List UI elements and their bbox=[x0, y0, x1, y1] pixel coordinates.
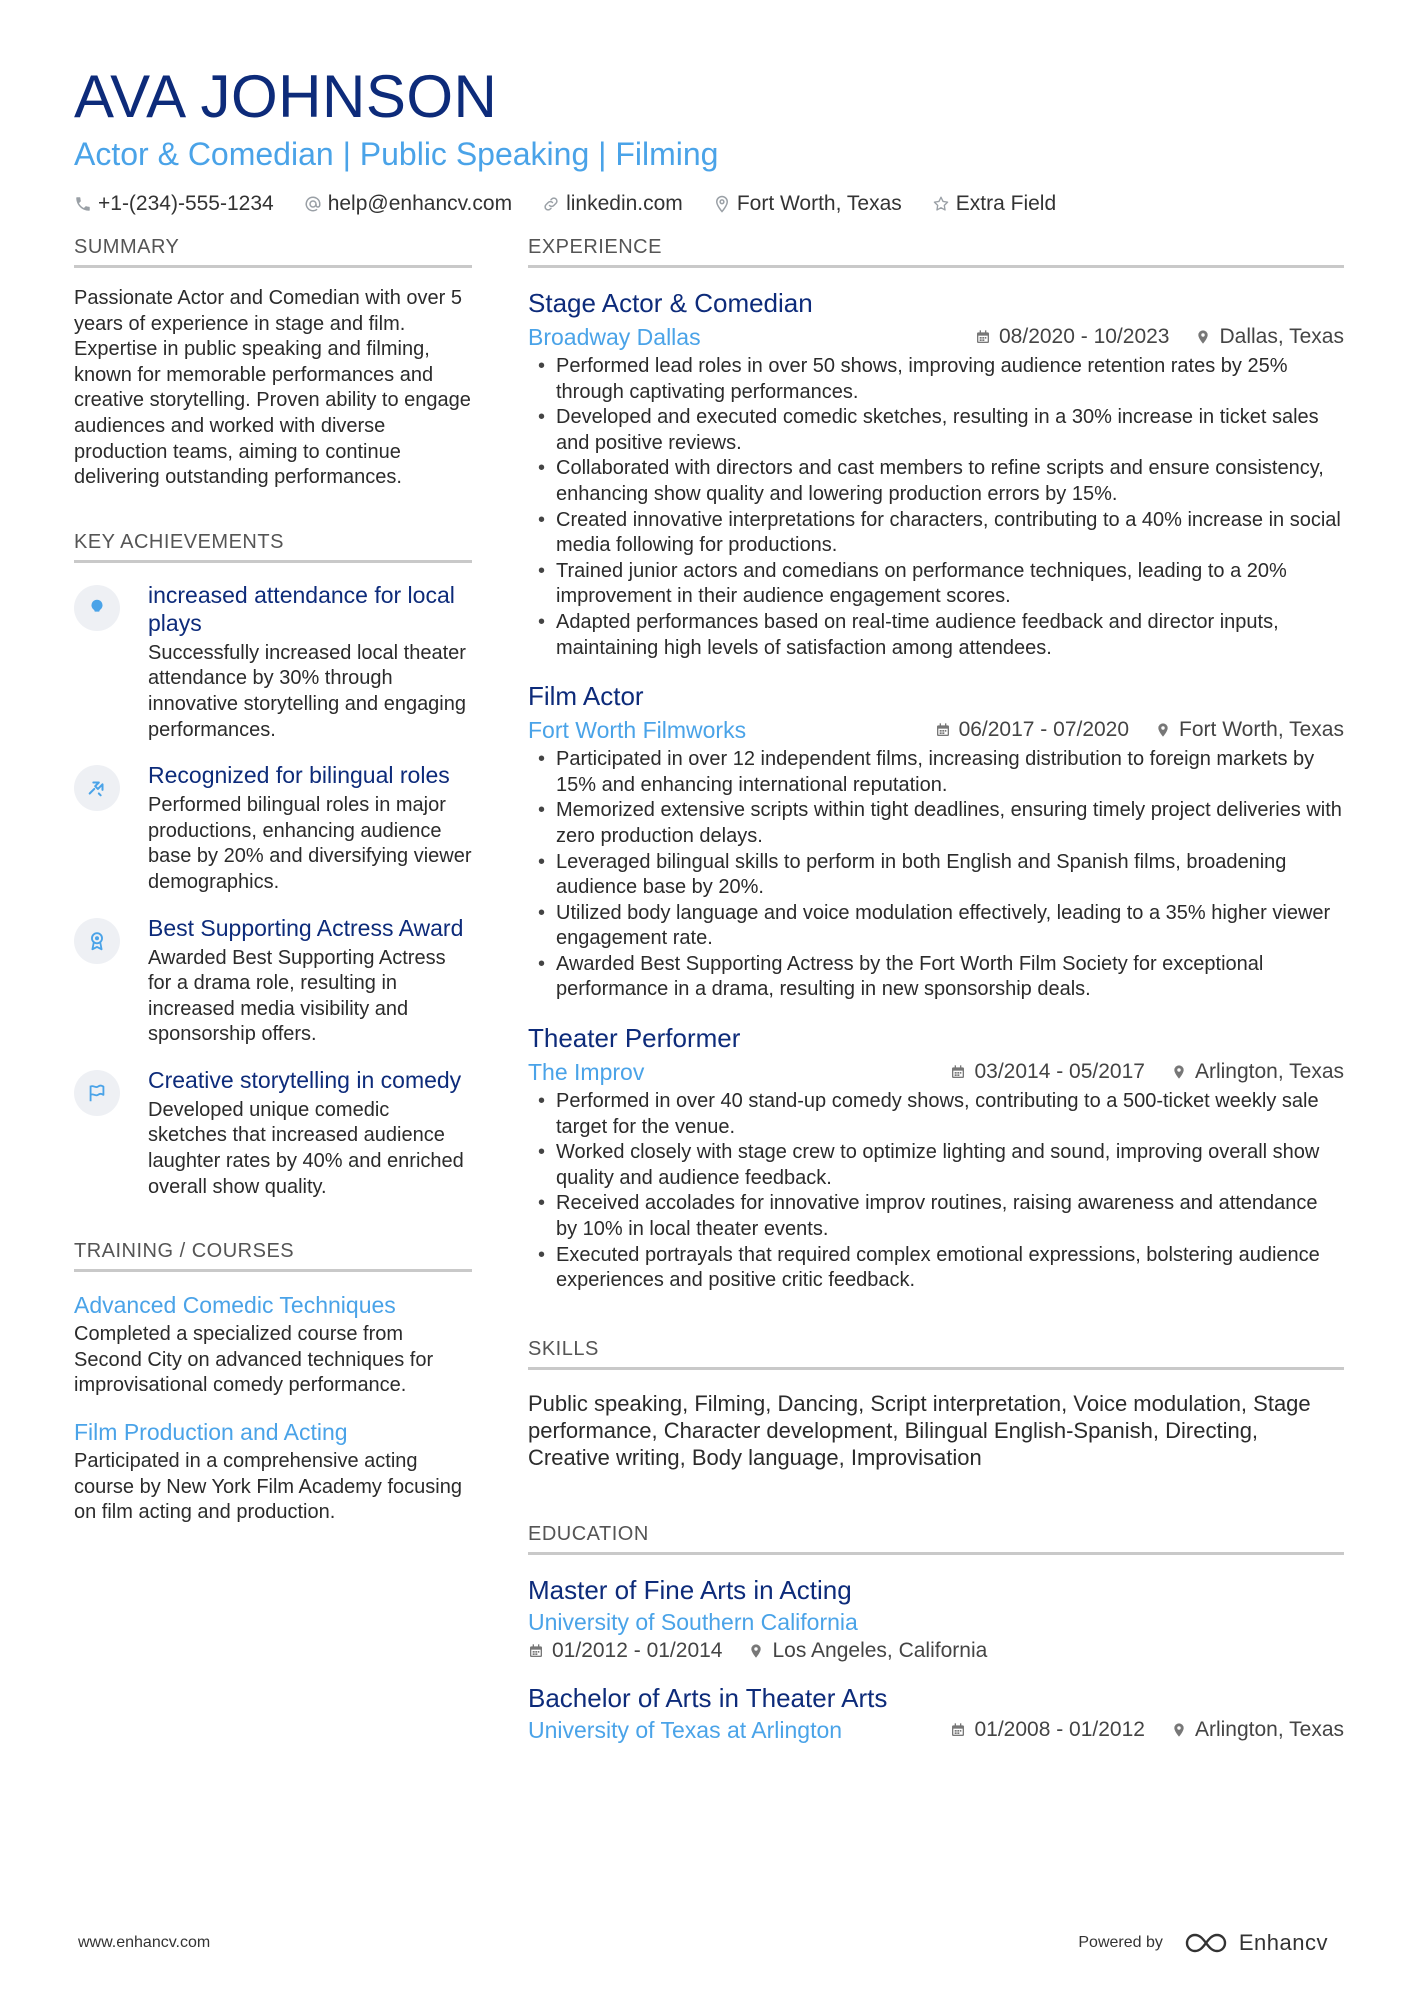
job-bullet: • Worked closely with stage crew to optimize lighting and sound, improving overall show quality and audience feedback. bbox=[528, 1140, 1344, 1191]
location-text: Fort Worth, Texas bbox=[736, 192, 902, 215]
job-company: Fort Worth Filmworks bbox=[528, 717, 747, 744]
training-section bbox=[74, 1240, 472, 1526]
education-section bbox=[528, 1523, 1344, 1745]
summary-text: Passionate Actor and Comedian with over 5 years of experience in stage and film. Expertise in public speaking and filming, known for memorable performances and creative storytelling. Proven ability to engage audiences and worked with diverse production teams, aiming to continue delivering outstanding performances. bbox=[74, 287, 471, 489]
job-location: Fort Worth, Texas bbox=[1179, 718, 1344, 742]
at-icon bbox=[304, 195, 322, 213]
infinity-logo-icon bbox=[1183, 1931, 1229, 1955]
extra-text: Extra Field bbox=[955, 192, 1057, 215]
left-column bbox=[74, 236, 472, 1526]
job-bullet: • Adapted performances based on real-time audience feedback and director inputs, maintaining high levels of satisfaction among attendees. bbox=[528, 610, 1344, 661]
achievement-desc: Developed unique comedic sketches that increased audience laughter rates by 40% and enriched overall show quality. bbox=[148, 1098, 464, 1198]
achievement-title: increased attendance for local plays bbox=[148, 581, 455, 636]
course-desc: Completed a specialized course from Second City on advanced techniques for improvisational comedy performance. bbox=[74, 1323, 434, 1397]
contact-phone[interactable] bbox=[74, 192, 274, 216]
job-dates: 03/2014 - 05/2017 bbox=[974, 1060, 1145, 1084]
job-entry bbox=[528, 286, 1344, 661]
flag-icon bbox=[74, 1070, 120, 1116]
lightbulb-icon bbox=[74, 585, 120, 631]
calendar-icon bbox=[950, 1722, 966, 1738]
job-title: Stage Actor & Comedian bbox=[528, 288, 813, 318]
job-company: Broadway Dallas bbox=[528, 324, 701, 350]
handshake-icon bbox=[74, 765, 120, 811]
course-item bbox=[74, 1417, 472, 1526]
job-bullet: • Executed portrayals that required complex emotional expressions, bolstering audience experiences and positive critic feedback. bbox=[528, 1243, 1344, 1294]
education-title: EDUCATION bbox=[528, 1523, 1344, 1555]
job-location: Dallas, Texas bbox=[1219, 325, 1344, 348]
education-dates: 01/2012 - 01/2014 bbox=[552, 1638, 723, 1662]
right-column bbox=[528, 236, 1344, 1745]
education-school: University of Texas at Arlington bbox=[528, 1716, 843, 1743]
achievement-title: Creative storytelling in comedy bbox=[148, 1066, 462, 1093]
job-bullet: • Memorized extensive scripts within tight deadlines, ensuring timely project deliveries with zero production delays. bbox=[528, 798, 1344, 849]
map-pin-icon bbox=[1171, 1064, 1187, 1080]
job-bullet: • Created innovative interpretations for characters, contributing to a 40% increase in social media following for productions. bbox=[528, 508, 1344, 559]
footer-url[interactable]: www.enhancv.com bbox=[78, 1934, 211, 1951]
experience-section bbox=[528, 236, 1344, 1294]
job-bullets bbox=[528, 747, 1344, 1003]
job-bullet: • Performed lead roles in over 50 shows, improving audience retention rates by 25% through captivating performances. bbox=[528, 354, 1344, 405]
powered-by bbox=[1078, 1930, 1328, 1956]
job-bullets bbox=[528, 354, 1344, 661]
linkedin-text: linkedin.com bbox=[566, 192, 683, 215]
calendar-icon bbox=[950, 1064, 966, 1080]
skills-section bbox=[528, 1338, 1344, 1471]
achievement-item bbox=[74, 1066, 472, 1200]
candidate-headline: Actor & Comedian | Public Speaking | Filming bbox=[74, 136, 719, 172]
job-bullet: • Utilized body language and voice modulation effectively, leading to a 35% higher viewer engagement rate. bbox=[528, 901, 1344, 952]
phone-icon bbox=[74, 195, 92, 213]
summary-title: SUMMARY bbox=[74, 236, 472, 268]
award-icon bbox=[74, 918, 120, 964]
job-company: The Improv bbox=[528, 1059, 645, 1086]
achievements-title: KEY ACHIEVEMENTS bbox=[74, 531, 472, 563]
course-desc: Participated in a comprehensive acting course by New York Film Academy focusing on film acting and production. bbox=[74, 1450, 462, 1524]
course-item bbox=[74, 1290, 472, 1399]
achievement-desc: Successfully increased local theater attendance by 30% through innovative storytelling and engaging performances. bbox=[148, 641, 466, 741]
education-degree: Bachelor of Arts in Theater Arts bbox=[528, 1682, 888, 1713]
achievement-title: Recognized for bilingual roles bbox=[148, 762, 450, 789]
education-dates: 01/2008 - 01/2012 bbox=[974, 1717, 1145, 1741]
education-degree: Master of Fine Arts in Acting bbox=[528, 1574, 852, 1605]
job-bullet: • Awarded Best Supporting Actress by the Fort Worth Film Society for exceptional performance in a drama, resulting in new sponsorship deals. bbox=[528, 952, 1344, 1003]
education-location: Arlington, Texas bbox=[1194, 1717, 1344, 1741]
calendar-icon bbox=[935, 722, 951, 738]
job-bullet: • Collaborated with directors and cast members to refine scripts and ensure consistency, enhancing show quality and lowering production errors by 15%. bbox=[528, 456, 1344, 507]
achievement-item bbox=[74, 761, 472, 895]
achievements-section bbox=[74, 531, 472, 1201]
job-bullet: • Received accolades for innovative improv routines, raising awareness and attendance by 10% in local theater events. bbox=[528, 1191, 1344, 1242]
contact-location bbox=[713, 192, 902, 216]
job-bullet: • Leveraged bilingual skills to perform in both English and Spanish films, broadening audience base by 20%. bbox=[528, 850, 1344, 901]
brand-name: Enhancv bbox=[1238, 1930, 1328, 1955]
resume-header bbox=[74, 62, 1344, 216]
education-entry bbox=[528, 1573, 1344, 1663]
map-pin-icon bbox=[1155, 722, 1171, 738]
job-dates: 08/2020 - 10/2023 bbox=[999, 325, 1170, 348]
map-pin-icon bbox=[1195, 329, 1211, 345]
map-pin-icon bbox=[713, 195, 731, 213]
achievement-item bbox=[74, 581, 472, 743]
contact-extra bbox=[932, 192, 1056, 216]
education-location: Los Angeles, California bbox=[772, 1638, 988, 1662]
education-entry bbox=[528, 1681, 1344, 1745]
job-bullet: • Trained junior actors and comedians on performance techniques, leading to a 20% improvement in their audience engagement scores. bbox=[528, 559, 1344, 610]
course-title: Advanced Comedic Techniques bbox=[74, 1292, 396, 1319]
job-bullet: • Developed and executed comedic sketches, resulting in a 30% increase in ticket sales and positive reviews. bbox=[528, 405, 1344, 456]
course-title: Film Production and Acting bbox=[74, 1419, 348, 1446]
summary-section bbox=[74, 236, 472, 491]
achievement-item bbox=[74, 914, 472, 1048]
achievement-title: Best Supporting Actress Award bbox=[148, 914, 464, 941]
job-bullets bbox=[528, 1089, 1344, 1294]
page-footer bbox=[78, 1930, 1328, 1956]
training-title: TRAINING / COURSES bbox=[74, 1240, 472, 1272]
phone-text: +1-(234)-555-1234 bbox=[98, 192, 274, 215]
powered-by-label: Powered by bbox=[1078, 1934, 1163, 1951]
experience-title: EXPERIENCE bbox=[528, 236, 1344, 268]
job-bullet: • Performed in over 40 stand-up comedy shows, contributing to a 500-ticket weekly sale target for the venue. bbox=[528, 1089, 1344, 1140]
brand-logo[interactable] bbox=[1183, 1930, 1328, 1956]
achievement-desc: Performed bilingual roles in major productions, enhancing audience base by 20% and diversifying viewer demographics. bbox=[148, 794, 472, 893]
calendar-icon bbox=[975, 329, 991, 345]
skills-title: SKILLS bbox=[528, 1338, 1344, 1370]
map-pin-icon bbox=[1171, 1722, 1187, 1738]
education-school: University of Southern California bbox=[528, 1608, 858, 1635]
job-entry bbox=[528, 1021, 1344, 1294]
job-entry bbox=[528, 679, 1344, 1003]
contact-bar bbox=[74, 192, 1344, 216]
job-dates: 06/2017 - 07/2020 bbox=[958, 718, 1130, 742]
link-icon bbox=[542, 195, 560, 213]
email-text: help@enhancv.com bbox=[327, 192, 513, 215]
map-pin-icon bbox=[748, 1643, 764, 1659]
job-title: Theater Performer bbox=[528, 1023, 741, 1054]
job-location: Arlington, Texas bbox=[1194, 1060, 1344, 1084]
calendar-icon bbox=[528, 1643, 544, 1659]
candidate-name: AVA JOHNSON bbox=[74, 63, 498, 130]
achievement-desc: Awarded Best Supporting Actress for a drama role, resulting in increased media visibility and sponsorship offers. bbox=[148, 946, 446, 1046]
star-icon bbox=[932, 195, 950, 213]
skills-text: Public speaking, Filming, Dancing, Script interpretation, Voice modulation, Stage performance, Character development, Bilingual English-Spanish, Directing, Creative writing, Body language, Improvisation bbox=[528, 1390, 1311, 1470]
job-bullet: • Participated in over 12 independent films, increasing distribution to foreign markets by 15% and enhancing international reputation. bbox=[528, 747, 1344, 798]
contact-email[interactable] bbox=[304, 192, 512, 216]
contact-linkedin[interactable] bbox=[542, 192, 683, 216]
job-title: Film Actor bbox=[528, 681, 644, 712]
